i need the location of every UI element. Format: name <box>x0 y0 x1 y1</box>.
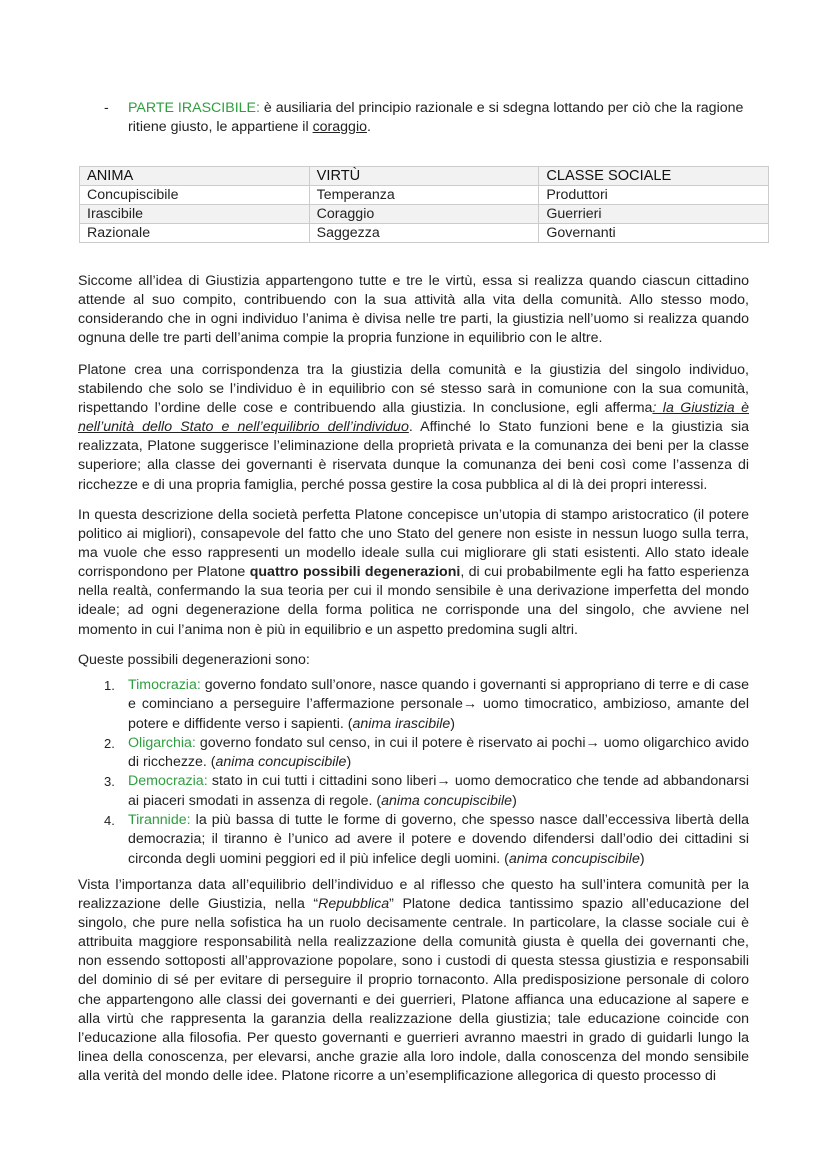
bullet-dash: - <box>104 100 109 116</box>
paragraph-degenerations-intro: Queste possibili degenerazioni sono: <box>78 652 310 668</box>
degenerations-list <box>104 676 749 869</box>
list-item <box>104 811 749 869</box>
table-header-row <box>80 167 769 186</box>
paragraph-justice-virtues: Siccome all’idea di Giustizia appartengono tutte e tre le virtù, essa si realizza quando ciascun cittadino attende al suo compito, contribuendo con la sua attività alla vita della comunità. Allo stesso modo, considerando che in ogni individuo l’anima è divisa nelle tre parti, la giustizia nell’uomo si realizza quando ognuna delle tre parti dell’anima compie la propria funzione in equilibrio con le altre. <box>78 273 749 347</box>
p2-text-a: Platone crea una corrispondenza tra la giustizia della comunità e la giustizia del singolo individuo, stabilendo che solo se l’individuo è in equilibrio con sé stesso sarà in comunione con la sua comunità, rispettando l’ordine delle cose e contribuendo alla giustizia. In conclusione, egli afferma <box>78 362 749 417</box>
list-item <box>104 734 749 773</box>
table-cell: Governanti <box>539 224 769 243</box>
term-oligarchia: Oligarchia: <box>128 734 196 751</box>
p5-text-a: Vista l’importanza data all’equilibrio dell’individuo e al riflesso che questo ha sull’intera comunità per la realizzazione delle Giustizia, nella “ <box>78 877 749 913</box>
intro-bullet <box>104 99 749 137</box>
item-close: ) <box>639 850 645 867</box>
table-cell: Temperanza <box>309 186 539 205</box>
paragraph-justice-correspondence <box>78 361 749 495</box>
item-soul: anima concupiscibile <box>508 850 640 867</box>
table-cell: Razionale <box>80 224 310 243</box>
term-timocrazia: Timocrazia: <box>128 677 201 693</box>
list-item <box>104 676 749 734</box>
table-cell: Guerrieri <box>539 205 769 224</box>
item-text: stato in cui tutti i cittadini sono liberi→ uomo democratico che tende ad abbandonarsi ai piaceri smodati in assenza di regole. ( <box>128 773 749 809</box>
table-header-cell: ANIMA <box>80 167 310 186</box>
table-header-cell: CLASSE SOCIALE <box>539 167 769 186</box>
term-democrazia: Democrazia: <box>128 773 208 790</box>
item-soul: anima irascibile <box>352 715 451 732</box>
item-close: ) <box>450 715 456 732</box>
item-text: governo fondato sull’onore, nasce quando i governanti si appropriano di terre e di case e cominciano a perseguire l’affermazione personale→ uomo timocratico, ambizioso, amante del potere e diffidente verso i sapienti. ( <box>128 677 749 732</box>
item-soul: anima concupiscibile <box>215 754 347 771</box>
item-close: ) <box>346 754 352 771</box>
paragraph-ideal-society <box>78 506 749 640</box>
item-soul: anima concupiscibile <box>381 792 513 809</box>
intro-text: è ausiliaria del principio razionale e si sdegna lottando per ciò che la ragione ritiene giusto, le appartiene il <box>128 100 744 136</box>
table-cell: Coraggio <box>309 205 539 224</box>
list-number: 2. <box>104 735 115 751</box>
paragraph-education <box>78 876 749 1086</box>
underlined-coraggio: coraggio <box>312 119 367 136</box>
table-cell: Produttori <box>539 186 769 205</box>
soul-virtue-class-table <box>79 166 769 243</box>
term-tirannide: Tirannide: <box>128 812 191 829</box>
table-row <box>80 224 769 243</box>
table-cell: Concupiscibile <box>80 186 310 205</box>
item-text: governo fondato sul censo, in cui il potere è riservato ai pochi→ uomo oligarchico avido di ricchezze. ( <box>128 734 749 771</box>
p5-text-b: ” Platone dedica tantissimo spazio all’educazione del singolo, che pure nella sofistica ha un ruolo decisamente centrale. In particolare, la classe sociale cui è attribuita maggiore responsabilità nella realizzazione della comunità giusta è quella dei governanti che, non essendo sottoposti all’approvazione popolare, sono i custodi di questa stessa giustizia e responsabili del dominio di sé per evitare di perseguire il proprio tornaconto. Alla predisposizione personale di coloro che appartengono alle classi dei governanti e dei guerrieri, Platone affianca una educazione al sapere e alla virtù che rappresenta la garanzia della realizzazione della giustizia; tale educazione coincide con l’educazione alla filosofia. Per questo governanti e guerrieri avranno maestri in grado di guidarli lungo la linea della conoscenza, per elevarsi, anche grazie alla loro indole, dalla conoscenza del mondo sensibile alla verità del mondo delle idee. Platone ricorre a un’esemplificazione allegorica di questo processo di <box>78 896 749 1084</box>
intro-end: . <box>367 119 371 136</box>
list-number: 3. <box>104 774 115 790</box>
item-close: ) <box>512 792 517 809</box>
list-number: 4. <box>104 813 115 829</box>
table-row <box>80 186 769 205</box>
table-cell: Irascibile <box>80 205 310 224</box>
p5-italic: Repubblica <box>318 896 390 913</box>
item-text: la più bassa di tutte le forme di governo, che spesso nasce dall’eccessiva libertà della democrazia; il tiranno è l’unico ad avere il potere e dovendo difendersi dall’odio dei cittadini si circonda degli uomini peggiori ed il più infelice degli uomini. ( <box>128 812 749 867</box>
p3-text-a: In questa descrizione della società perfetta Platone concepisce un’utopia di stampo aristocratico (il potere politico ai migliori), consapevole del fatto che uno Stato del genere non esiste in nessun luogo sulla terra, ma vuole che esso rappresenti un modello ideale sulla cui migliorare gli stati esistenti. Allo stato ideale corrispondono per Platone <box>78 507 749 581</box>
table-cell: Saggezza <box>309 224 539 243</box>
list-item <box>104 772 749 811</box>
term-parte-irascibile: PARTE IRASCIBILE: <box>128 100 260 116</box>
table-row <box>80 205 769 224</box>
p2-text-b: . Affinché lo Stato funzioni bene e la giustizia sia realizzata, Platone suggerisce l’eliminazione della proprietà privata e la comunanza dei beni per la classe superiore; alla classe dei governanti è riservata dunque la comunanza dei beni così come l’assenza di ricchezze e di una propria famiglia, perché possa gestire la cosa pubblica al di là dei propri interessi. <box>78 419 749 493</box>
table-header-cell: VIRTÙ <box>309 167 539 186</box>
p3-text-b: , di cui probabilmente egli ha fatto esperienza nella realtà, confermando la sua teoria per cui il mondo sensibile è una derivazione imperfetta del mondo ideale; ad ogni degenerazione della forma politica ne corrisponde una del singolo, che avviene nel momento in cui l’anima non è più in equilibrio e un aspetto predomina sugli altri. <box>78 564 749 638</box>
list-number: 1. <box>104 678 115 693</box>
p3-bold: quattro possibili degenerazioni <box>249 564 461 581</box>
p2-quote: : la Giustizia è nell’unità dello Stato e nell’equilibrio dell’individuo <box>78 400 749 436</box>
